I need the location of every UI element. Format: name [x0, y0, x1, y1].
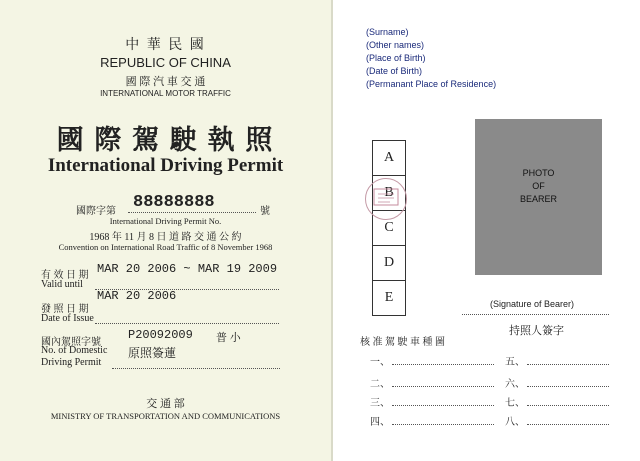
category-box-e: E	[372, 280, 406, 316]
date-of-issue-en: Date of Issue	[41, 313, 94, 324]
traffic-en: INTERNATIONAL MOTOR TRAFFIC	[100, 89, 231, 98]
convention-en: Convention on International Road Traffic of 8 November 1968	[58, 242, 273, 252]
other-names-label: (Other names)	[366, 40, 425, 50]
valid-until-value: MAR 20 2006 ~ MAR 19 2009	[97, 262, 278, 276]
photo-label-line-3: BEARER	[519, 194, 557, 204]
permit-no-label-en: International Driving Permit No.	[109, 216, 222, 226]
place-of-birth-label: (Place of Birth)	[366, 53, 426, 63]
category-box-d: D	[372, 245, 406, 281]
title-en: International Driving Permit	[47, 155, 284, 176]
title-cn: 國 際 駕 駛 執 照	[56, 125, 275, 155]
signature-label-cn: 持照人簽字	[509, 325, 564, 337]
permit-no-value: 88888888	[133, 193, 215, 212]
surname-label: (Surname)	[366, 27, 409, 37]
date-of-issue-cn: 發 照 日 期	[41, 304, 89, 315]
domestic-value: P20092009	[128, 328, 193, 342]
domestic-label-en-2: Driving Permit	[41, 357, 102, 368]
stamp-row-6: 六、	[505, 379, 525, 390]
date-of-issue-value: MAR 20 2006	[97, 289, 177, 303]
country-en: REPUBLIC OF CHINA	[100, 55, 231, 70]
header-cn: 中 華 民 國	[125, 38, 206, 53]
category-box-a: A	[372, 140, 406, 176]
official-seal-stamp	[365, 178, 407, 220]
ministry-cn: 交 通 部	[146, 398, 185, 410]
domestic-class-cn: 普 小	[216, 332, 241, 344]
category-box-c: C	[372, 210, 406, 246]
category-box-b: B	[372, 175, 406, 211]
signature-label-en: (Signature of Bearer)	[490, 299, 575, 309]
date-of-birth-label: (Date of Birth)	[366, 66, 423, 76]
stamp-row-5: 五、	[505, 357, 525, 368]
convention-cn: 1968 年 11 月 8 日 道 路 交 通 公 約	[89, 232, 242, 243]
seal-mark-icon	[366, 187, 406, 209]
stamp-row-3: 三、	[370, 398, 390, 409]
domestic-note-cn: 原照簽蓮	[128, 346, 177, 360]
photo-label-line-2: OF	[532, 181, 545, 191]
stamp-row-8: 八、	[505, 417, 525, 428]
photo-label-line-1: PHOTO	[522, 168, 555, 178]
ministry-en: MINISTRY OF TRANSPORTATION AND COMMUNICATIONS	[50, 411, 281, 421]
traffic-cn: 國 際 汽 車 交 通	[125, 76, 206, 88]
stamp-row-7: 七、	[505, 398, 525, 409]
permit-no-suffix: 號	[260, 206, 270, 217]
stamp-row-1: 一、	[370, 357, 390, 368]
valid-until-cn: 有 效 日 期	[41, 270, 89, 281]
domestic-label-cn: 國內駕照字號	[41, 337, 101, 348]
stamp-row-2: 二、	[370, 379, 390, 390]
permit-no-label-cn: 國際字第	[76, 206, 116, 217]
valid-until-en: Valid until	[41, 279, 83, 290]
stamp-row-4: 四、	[370, 417, 390, 428]
photo-placeholder	[475, 119, 602, 275]
domestic-label-en-1: No. of Domestic	[41, 345, 108, 356]
stamp-table-title: 核 准 駕 駛 車 種 圖	[360, 337, 445, 348]
residence-label: (Permanant Place of Residence)	[366, 79, 497, 89]
